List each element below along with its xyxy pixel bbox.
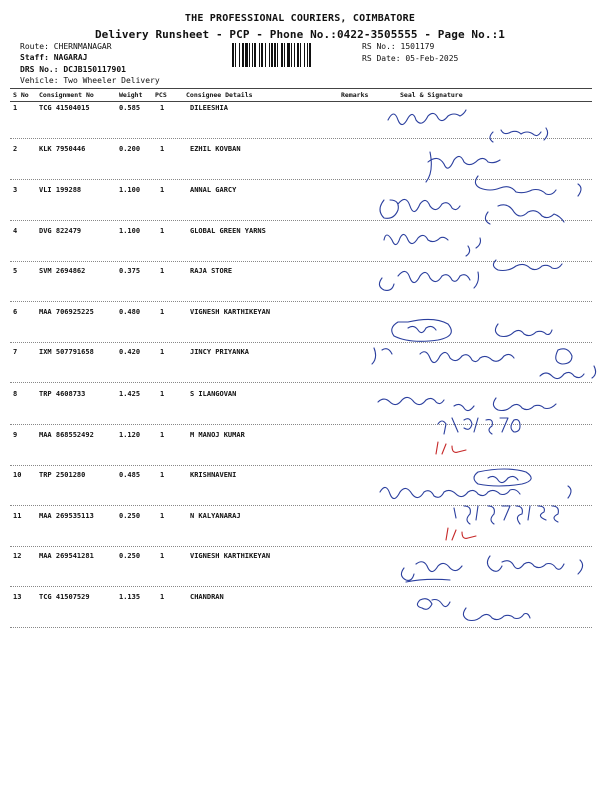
drs-label: DRS No.: [20, 65, 59, 74]
row-weight: 1.135 [119, 593, 141, 601]
row-pcs: 1 [160, 308, 165, 316]
drs-line [20, 65, 126, 74]
col-remarks: Remarks [341, 91, 369, 99]
row-weight: 1.100 [119, 186, 141, 194]
row-weight: 0.200 [119, 145, 141, 153]
row-consignment-no: TRP 4608733 [39, 390, 86, 398]
row-consignee: M MANOJ KUMAR [190, 431, 245, 439]
row-weight: 1.100 [119, 227, 141, 235]
drs-value: DCJB150117901 [63, 65, 126, 74]
row-consignee: N KALYANARAJ [190, 512, 241, 520]
row-pcs: 1 [160, 227, 165, 235]
row-weight: 0.250 [119, 552, 141, 560]
col-weight: Weight [119, 91, 143, 99]
rs-date-line [362, 54, 458, 63]
rs-date-label: RS Date: [362, 54, 401, 63]
row-consignee: CHANDRAN [190, 593, 224, 601]
signature-8 [378, 397, 556, 434]
col-seal: Seal & Signature [400, 91, 463, 99]
signature-12 [401, 556, 582, 582]
row-weight: 0.250 [119, 512, 141, 520]
row-consignee: VIGNESH KARTHIKEYAN [190, 552, 271, 560]
row-consignee: DILEESHIA [190, 104, 228, 112]
rs-no-value: 1501179 [400, 42, 435, 51]
rs-no-label: RS No.: [362, 42, 396, 51]
row-consignee: ANNAL GARCY [190, 186, 237, 194]
row-sno: 7 [13, 348, 18, 356]
mark-9 [436, 442, 466, 454]
row-consignee: S ILANGOVAN [190, 390, 237, 398]
signature-1 [388, 110, 548, 142]
row-sno: 11 [13, 512, 22, 520]
runsheet-title: Delivery Runsheet - PCP - Phone No.:0422-3505555 - Page No.:1 [94, 28, 506, 41]
rs-no-line [362, 42, 434, 51]
rs-date-value: 05-Feb-2025 [405, 54, 459, 63]
row-consignment-no: MAA 868552492 [39, 431, 94, 439]
row-weight: 0.480 [119, 308, 141, 316]
route-value: CHERNMANAGAR [53, 42, 112, 51]
row-sno: 8 [13, 390, 18, 398]
row-sno: 3 [13, 186, 18, 194]
row-consignee: GLOBAL GREEN YARNS [190, 227, 266, 235]
row-sno: 6 [13, 308, 18, 316]
signature-5 [379, 271, 478, 290]
row-weight: 0.375 [119, 267, 141, 275]
row-pcs: 1 [160, 512, 165, 520]
row-consignee: JINCY PRIYANKA [190, 348, 250, 356]
row-pcs: 1 [160, 186, 165, 194]
row-consignment-no: VLI 199288 [39, 186, 82, 194]
col-sno: S No [13, 91, 29, 99]
row-pcs: 1 [160, 431, 165, 439]
row-weight: 1.425 [119, 390, 141, 398]
signature-4 [384, 234, 562, 270]
barcode [230, 42, 355, 68]
staff-label: Staff: [20, 53, 49, 62]
row-sno: 1 [13, 104, 18, 112]
row-consignment-no: TCG 41507529 [39, 593, 90, 601]
vehicle-value: Two Wheeler Delivery [63, 76, 160, 85]
signature-7 [372, 348, 596, 379]
row-sno: 13 [13, 593, 22, 601]
row-consignment-no: SVM 2694862 [39, 267, 86, 275]
row-pcs: 1 [160, 552, 165, 560]
signature-11 [454, 506, 558, 524]
row-pcs: 1 [160, 145, 165, 153]
row-weight: 0.420 [119, 348, 141, 356]
row-sno: 5 [13, 267, 18, 275]
row-weight: 0.485 [119, 471, 141, 479]
staff-value: NAGARAJ [53, 53, 88, 62]
mark-11 [446, 528, 476, 540]
vehicle-label: Vehicle: [20, 76, 59, 85]
row-consignee: VIGNESH KARTHIKEYAN [190, 308, 271, 316]
row-consignment-no: TRP 2501280 [39, 471, 86, 479]
row-consignment-no: TCG 41504015 [39, 104, 90, 112]
row-pcs: 1 [160, 593, 165, 601]
col-details: Consignee Details [186, 91, 253, 99]
col-pcs: PCS [155, 91, 167, 99]
row-sno: 9 [13, 431, 18, 439]
row-sno: 10 [13, 471, 22, 479]
signature-3 [380, 199, 564, 224]
row-pcs: 1 [160, 471, 165, 479]
row-sno: 4 [13, 227, 18, 235]
row-consignment-no: DVG 822479 [39, 227, 82, 235]
row-consignment-no: MAA 269535113 [39, 512, 94, 520]
row-pcs: 1 [160, 267, 165, 275]
company-title: THE PROFESSIONAL COURIERS, COIMBATORE [184, 13, 416, 24]
row-consignment-no: IXM 507791658 [39, 348, 94, 356]
row-consignment-no: MAA 269541281 [39, 552, 94, 560]
signature-10 [380, 469, 571, 499]
signature-13 [417, 599, 530, 621]
row-sno: 12 [13, 552, 22, 560]
signature-6 [392, 319, 552, 341]
staff-line [20, 53, 87, 62]
vehicle-line [20, 76, 160, 85]
row-consignee: EZHIL KOVBAN [190, 145, 241, 153]
row-consignee: RAJA STORE [190, 267, 233, 275]
col-consignment: Consignment No [39, 91, 94, 99]
row-consignment-no: MAA 706925225 [39, 308, 94, 316]
row-weight: 0.585 [119, 104, 141, 112]
row-pcs: 1 [160, 348, 165, 356]
row-pcs: 1 [160, 104, 165, 112]
row-consignee: KRISHNAVENI [190, 471, 237, 479]
signature-2 [426, 152, 581, 196]
header-top-rule [10, 88, 592, 89]
route-label: Route: [20, 42, 49, 51]
row-weight: 1.120 [119, 431, 141, 439]
signature-marks [368, 100, 598, 640]
row-sno: 2 [13, 145, 18, 153]
row-pcs: 1 [160, 390, 165, 398]
row-consignment-no: KLK 7950446 [39, 145, 86, 153]
route-line [20, 42, 112, 51]
